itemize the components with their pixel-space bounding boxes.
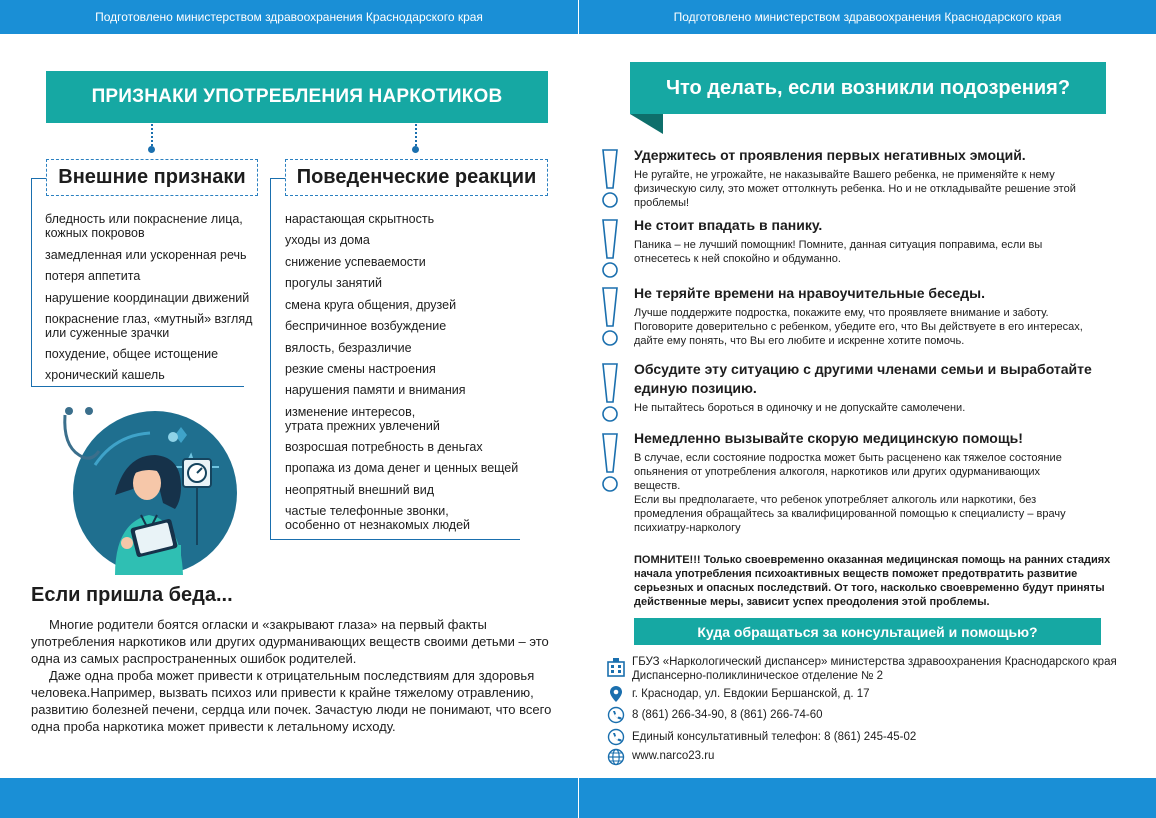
phone-icon <box>607 728 625 746</box>
behavioral-heading: Поведенческие реакции <box>285 159 548 196</box>
list-item: вялость, безразличие <box>285 341 412 355</box>
behavioral-bracket-tick <box>270 178 285 179</box>
remember-note: ПОМНИТЕ!!! Только своевременно оказанная медицинская помощь на ранних стадиях начала употребления психоактивных веществ поможет предотвратить развитие серьезных и опасных последствий. От того, насколько своевременно будут приняты действенные меры, зависит успех преодоления этой проблемы. <box>634 554 1111 608</box>
list-item: изменение интересов, утрата прежних увлечений <box>285 405 440 433</box>
connector-dot-right <box>412 146 419 153</box>
phone-icon <box>607 706 625 724</box>
connector-left <box>151 124 153 146</box>
exclamation-icon <box>598 362 622 424</box>
external-list <box>45 212 260 387</box>
where-to-apply-heading: Куда обращаться за консультацией и помощью? <box>634 618 1101 645</box>
tip-4 <box>634 360 1124 415</box>
header-text-right: Подготовлено министерством здравоохранения Краснодарского края <box>673 10 1062 24</box>
list-item: нарушения памяти и внимания <box>285 383 466 397</box>
exclamation-icon <box>598 218 622 280</box>
footer-bar-left <box>0 778 578 818</box>
list-item: беспричинное возбуждение <box>285 319 447 333</box>
list-item: прогулы занятий <box>285 276 383 290</box>
tip-heading: Не теряйте времени на нравоучительные беседы. <box>634 285 985 301</box>
list-item: резкие смены настроения <box>285 362 436 376</box>
tip-heading: Удержитесь от проявления первых негативных эмоций. <box>634 147 1026 163</box>
tip-body: Паника – не лучший помощник! Помните, данная ситуация поправима, если вы отнесетесь к ней спокойно и обдуманно. <box>634 239 1043 265</box>
tip-body: В случае, если состояние подростка может быть расценено как тяжелое состояние опьянения от употребления алкоголя, наркотиков или других одурманивающих веществ. Если вы предполагаете, что ребенок употребляет алкоголь или наркотики, без промедления обращайтесь за квалифицированной помощью к специалисту – врачу психиатру-наркологу <box>634 452 1066 534</box>
list-item: бледность или покраснение лица, кожных покровов <box>45 212 243 240</box>
tip-heading: Немедленно вызывайте скорую медицинскую помощь! <box>634 430 1023 446</box>
contact-address: г. Краснодар, ул. Евдокии Бершанской, д. 17 <box>632 688 870 700</box>
tip-5 <box>634 429 1124 535</box>
list-item: замедленная или ускоренная речь <box>45 248 247 262</box>
list-item: уходы из дома <box>285 233 370 247</box>
external-signs-heading: Внешние признаки <box>46 159 258 196</box>
contact-organization: ГБУЗ «Наркологический диспансер» министерства здравоохранения Краснодарского края Диспансерно-поликлиническое отделение № 2 <box>632 656 1117 682</box>
tip-body: Не пытайтесь бороться в одиночку и не допускайте самолечени. <box>634 402 966 414</box>
tip-1 <box>634 146 1124 210</box>
title-ribbon-fold <box>630 114 663 134</box>
list-item: потеря аппетита <box>45 269 141 283</box>
connector-dot-left <box>148 146 155 153</box>
header-bar-right <box>579 0 1156 34</box>
contact-website-link[interactable]: www.narco23.ru <box>632 750 715 762</box>
tip-heading: Обсудите эту ситуацию с другими членами семьи и выработайте единую позицию. <box>634 361 1092 396</box>
signs-title: ПРИЗНАКИ УПОТРЕБЛЕНИЯ НАРКОТИКОВ <box>46 71 548 123</box>
list-item: похудение, общее истощение <box>45 347 219 361</box>
list-item: хронический кашель <box>45 368 165 382</box>
list-item: возросшая потребность в деньгах <box>285 440 483 454</box>
list-item: частые телефонные звонки, особенно от незнакомых людей <box>285 504 471 532</box>
list-item: нарастающая скрытность <box>285 212 435 226</box>
exclamation-icon <box>598 286 622 348</box>
suspicion-title: Что делать, если возникли подозрения? <box>630 62 1106 114</box>
list-item: нарушение координации движений <box>45 291 250 305</box>
list-item: смена круга общения, друзей <box>285 298 457 312</box>
tip-heading: Не стоит впадать в панику. <box>634 217 823 233</box>
header-text-left: Подготовлено министерством здравоохранения Краснодарского края <box>95 10 483 24</box>
disaster-text <box>31 616 556 735</box>
footer-bar-right <box>579 778 1156 818</box>
external-bracket-tick <box>31 178 46 179</box>
disaster-title: Если пришла беда... <box>31 584 233 606</box>
globe-icon <box>607 748 625 766</box>
exclamation-icon <box>598 148 622 210</box>
list-item: неопрятный внешний вид <box>285 483 435 497</box>
list-item: покраснение глаз, «мутный» взгляд или суженные зрачки <box>45 312 253 340</box>
building-icon <box>605 656 627 678</box>
list-item: пропажа из дома денег и ценных вещей <box>285 461 519 475</box>
behavioral-list <box>285 212 535 537</box>
disaster-paragraph-2: Даже одна проба может привести к отрицательным последствиям для здоровья человека.Например, вызвать психоз или привести к крайне тяжелому отравлению, развитию болезней печени, сердца или почек. Зачастую люди не понимают, что всего одна проба наркотика может привести к летальному исходу. <box>31 668 552 734</box>
exclamation-icon <box>598 432 622 494</box>
header-bar-left <box>0 0 578 34</box>
tip-body: Лучше поддержите подростка, покажите ему, что проявляете внимание и заботу. Поговорите доверительно с ребенком, убедите его, что Вы действуете в его интересах, дайте ему понять, что Вы его любите и искренне хотите помочь. <box>634 307 1083 347</box>
contact-phones[interactable]: 8 (861) 266-34-90, 8 (861) 266-74-60 <box>632 709 823 721</box>
list-item: снижение успеваемости <box>285 255 426 269</box>
connector-right <box>415 124 417 146</box>
disaster-paragraph-1: Многие родители боятся огласки и «закрывают глаза» на первый факты употребления наркотиков или других одурманивающих веществ своими детьми – это одна из самых распространенных ошибок родителей. <box>31 617 549 666</box>
location-pin-icon <box>607 685 625 703</box>
tip-body: Не ругайте, не угрожайте, не наказывайте Вашего ребенка, не применяйте к нему физическую силу, это может оттолкнуть ребенка. Но и не откладывайте решение этой проблемы! <box>634 169 1076 209</box>
doctor-illustration <box>55 395 255 577</box>
tip-2 <box>634 216 1124 266</box>
contact-hotline[interactable]: Единый консультативный телефон: 8 (861) 245-45-02 <box>632 731 917 743</box>
tip-3 <box>634 284 1124 348</box>
